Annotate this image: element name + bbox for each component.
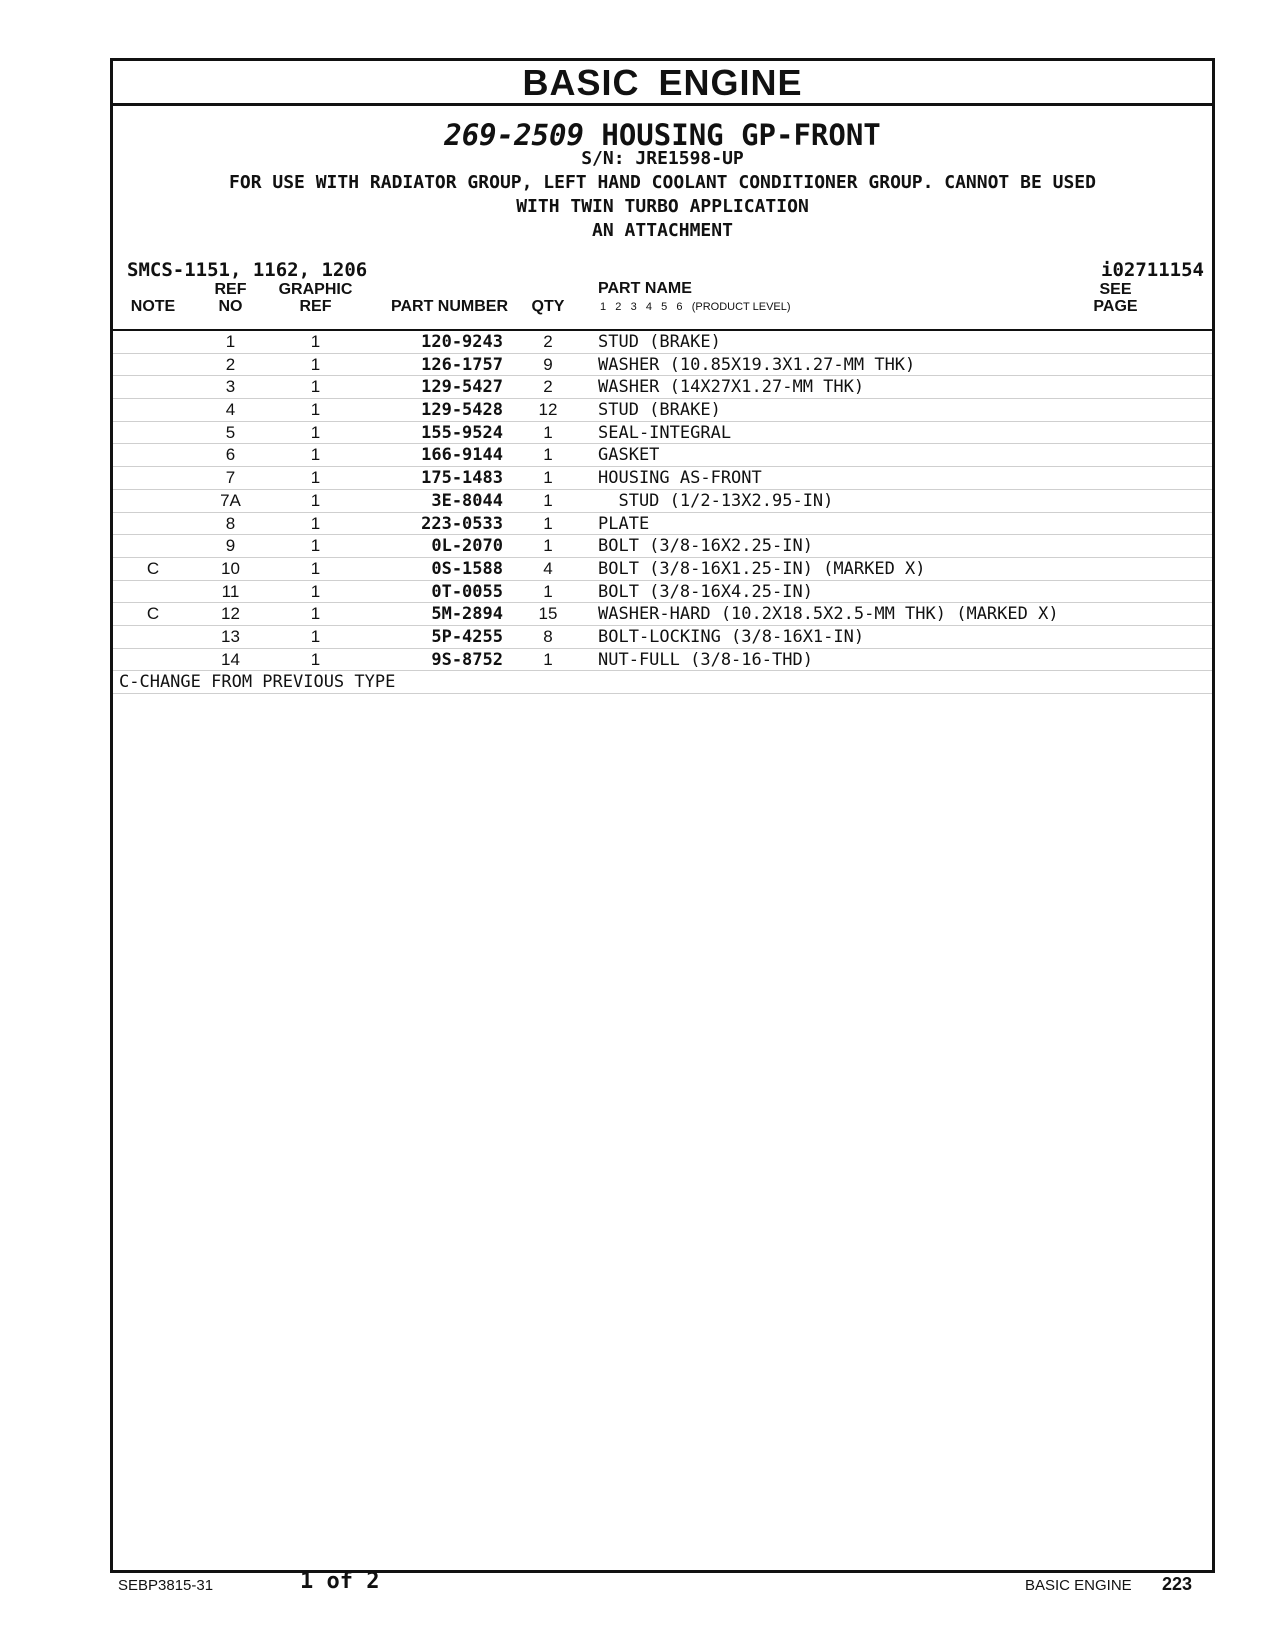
graphic-ref-cell: 1	[310, 468, 321, 488]
qty-cell: 8	[543, 626, 553, 646]
col-header-see-page-line1: SEE	[1099, 281, 1132, 298]
part-number-cell: 0T-0055	[431, 581, 503, 602]
graphic-ref-cell: 1	[310, 626, 321, 646]
graphic-ref-cell: 1	[310, 422, 321, 442]
part-number-cell: 166-9144	[421, 445, 503, 466]
qty-cell: 1	[543, 536, 553, 556]
part-name-cell: PLATE	[598, 513, 650, 534]
qty-cell: 1	[543, 468, 553, 488]
ref-cell: 11	[221, 581, 240, 601]
group-part-number: 269-2509	[444, 118, 584, 152]
note-cell: C	[146, 604, 160, 624]
graphic-ref-cell: 1	[310, 490, 321, 510]
ref-cell: 14	[221, 649, 240, 669]
col-header-product-levels: 1 2 3 4 5 6 (PRODUCT LEVEL)	[600, 301, 791, 313]
qty-cell: 9	[543, 354, 553, 374]
ref-cell: 9	[225, 536, 236, 556]
part-name-cell: WASHER (10.85X19.3X1.27-MM THK)	[598, 354, 916, 375]
qty-cell: 1	[543, 445, 553, 465]
graphic-ref-cell: 1	[310, 445, 321, 465]
part-name-cell: BOLT (3/8-16X2.25-IN)	[598, 536, 813, 557]
part-name-cell: STUD (BRAKE)	[598, 400, 721, 421]
usage-note-2: WITH TWIN TURBO APPLICATION	[516, 196, 809, 217]
graphic-ref-cell: 1	[310, 604, 321, 624]
qty-cell: 2	[543, 332, 553, 351]
ref-cell: 13	[221, 626, 240, 646]
table-row	[113, 626, 1212, 649]
part-number-cell: 129-5427	[421, 377, 503, 398]
table-row	[113, 603, 1212, 626]
section-title: BASIC ENGINE	[113, 61, 1212, 106]
part-name-cell: HOUSING AS-FRONT	[598, 468, 762, 489]
part-name-cell: BOLT-LOCKING (3/8-16X1-IN)	[598, 626, 865, 647]
col-header-see-page-line2: PAGE	[1093, 298, 1138, 315]
qty-cell: 4	[543, 558, 553, 578]
graphic-ref-cell: 1	[310, 332, 321, 351]
qty-cell: 1	[543, 581, 553, 601]
qty-cell: 2	[543, 377, 553, 397]
doc-number: SEBP3815-31	[118, 1577, 214, 1594]
part-name-cell: WASHER-HARD (10.2X18.5X2.5-MM THK) (MARKED X)	[598, 604, 1059, 625]
table-row	[113, 558, 1212, 581]
serial-range: S/N: JRE1598-UP	[581, 148, 744, 169]
part-number-cell: 5M-2894	[431, 604, 503, 625]
ref-cell: 8	[225, 513, 236, 533]
table-row	[113, 467, 1212, 490]
qty-cell: 1	[543, 490, 553, 510]
table-row	[113, 331, 1212, 354]
col-header-part-name: PART NAME	[598, 280, 692, 297]
illustration-id: i02711154	[1101, 259, 1204, 281]
graphic-ref-cell: 1	[310, 581, 321, 601]
graphic-ref-cell: 1	[310, 513, 321, 533]
part-number-cell: 0S-1588	[431, 558, 503, 579]
footer-section: BASIC ENGINE	[1025, 1577, 1132, 1594]
ref-cell: 5	[225, 422, 236, 442]
graphic-ref-cell: 1	[310, 377, 321, 397]
part-name-cell: NUT-FULL (3/8-16-THD)	[598, 649, 813, 670]
ref-cell: 1	[225, 332, 236, 351]
footnote: C-CHANGE FROM PREVIOUS TYPE	[113, 671, 1212, 694]
graphic-ref-cell: 1	[310, 536, 321, 556]
col-header-graphic-line2: REF	[299, 298, 332, 315]
table-row	[113, 490, 1212, 513]
part-number-cell: 3E-8044	[431, 490, 503, 511]
ref-cell: 12	[221, 604, 240, 624]
ref-cell: 7A	[220, 490, 241, 510]
graphic-ref-cell: 1	[310, 649, 321, 669]
col-header-note: NOTE	[130, 298, 176, 315]
group-name: HOUSING GP-FRONT	[601, 118, 881, 152]
ref-cell: 6	[225, 445, 236, 465]
part-name-cell: BOLT (3/8-16X1.25-IN) (MARKED X)	[598, 558, 926, 579]
qty-cell: 1	[543, 422, 553, 442]
table-row	[113, 535, 1212, 558]
part-number-cell: 129-5428	[421, 400, 503, 421]
page-number: 223	[1162, 1574, 1193, 1594]
table-row	[113, 354, 1212, 377]
part-number-cell: 9S-8752	[431, 649, 503, 670]
part-number-cell: 223-0533	[421, 513, 503, 534]
part-number-cell: 155-9524	[421, 422, 503, 443]
table-row	[113, 399, 1212, 422]
part-number-cell: 126-1757	[421, 354, 503, 375]
qty-cell: 1	[543, 513, 553, 533]
ref-cell: 3	[225, 377, 236, 397]
graphic-ref-cell: 1	[310, 354, 321, 374]
part-number-cell: 5P-4255	[431, 626, 503, 647]
part-number-cell: 120-9243	[421, 332, 503, 352]
part-number-cell: 175-1483	[421, 468, 503, 489]
table-row	[113, 649, 1212, 672]
table-row	[113, 444, 1212, 467]
part-name-cell: WASHER (14X27X1.27-MM THK)	[598, 377, 865, 398]
col-header-graphic-line1: GRAPHIC	[278, 281, 353, 298]
qty-cell: 1	[543, 649, 553, 669]
part-name-cell: STUD (1/2-13X2.95-IN)	[598, 490, 834, 511]
ref-cell: 2	[225, 354, 236, 374]
table-row	[113, 422, 1212, 445]
col-header-ref-line1: REF	[214, 281, 247, 298]
part-number-cell: 0L-2070	[431, 536, 503, 557]
parts-table	[113, 331, 1212, 694]
usage-note-3: AN ATTACHMENT	[592, 220, 733, 241]
ref-cell: 10	[221, 558, 240, 578]
table-row	[113, 581, 1212, 604]
part-name-cell: SEAL-INTEGRAL	[598, 422, 732, 443]
ref-cell: 4	[225, 400, 236, 420]
graphic-ref-cell: 1	[310, 400, 321, 420]
part-name-cell: GASKET	[598, 445, 660, 466]
qty-cell: 15	[538, 604, 558, 624]
qty-cell: 12	[538, 400, 558, 420]
page-frame	[110, 58, 1215, 1573]
page-of: 1 of 2	[300, 1569, 380, 1594]
col-header-part-number: PART NUMBER	[390, 298, 508, 315]
note-cell: C	[146, 558, 160, 578]
col-header-qty: QTY	[531, 298, 565, 315]
ref-cell: 7	[225, 468, 236, 488]
table-row	[113, 513, 1212, 536]
part-name-cell: BOLT (3/8-16X4.25-IN)	[598, 581, 813, 602]
graphic-ref-cell: 1	[310, 558, 321, 578]
smcs-codes: SMCS-1151, 1162, 1206	[127, 259, 368, 281]
table-row	[113, 376, 1212, 399]
usage-note-1: FOR USE WITH RADIATOR GROUP, LEFT HAND COOLANT CONDITIONER GROUP. CANNOT BE USED	[229, 172, 1096, 193]
part-name-cell: STUD (BRAKE)	[598, 332, 721, 352]
col-header-ref-line2: NO	[218, 298, 243, 315]
